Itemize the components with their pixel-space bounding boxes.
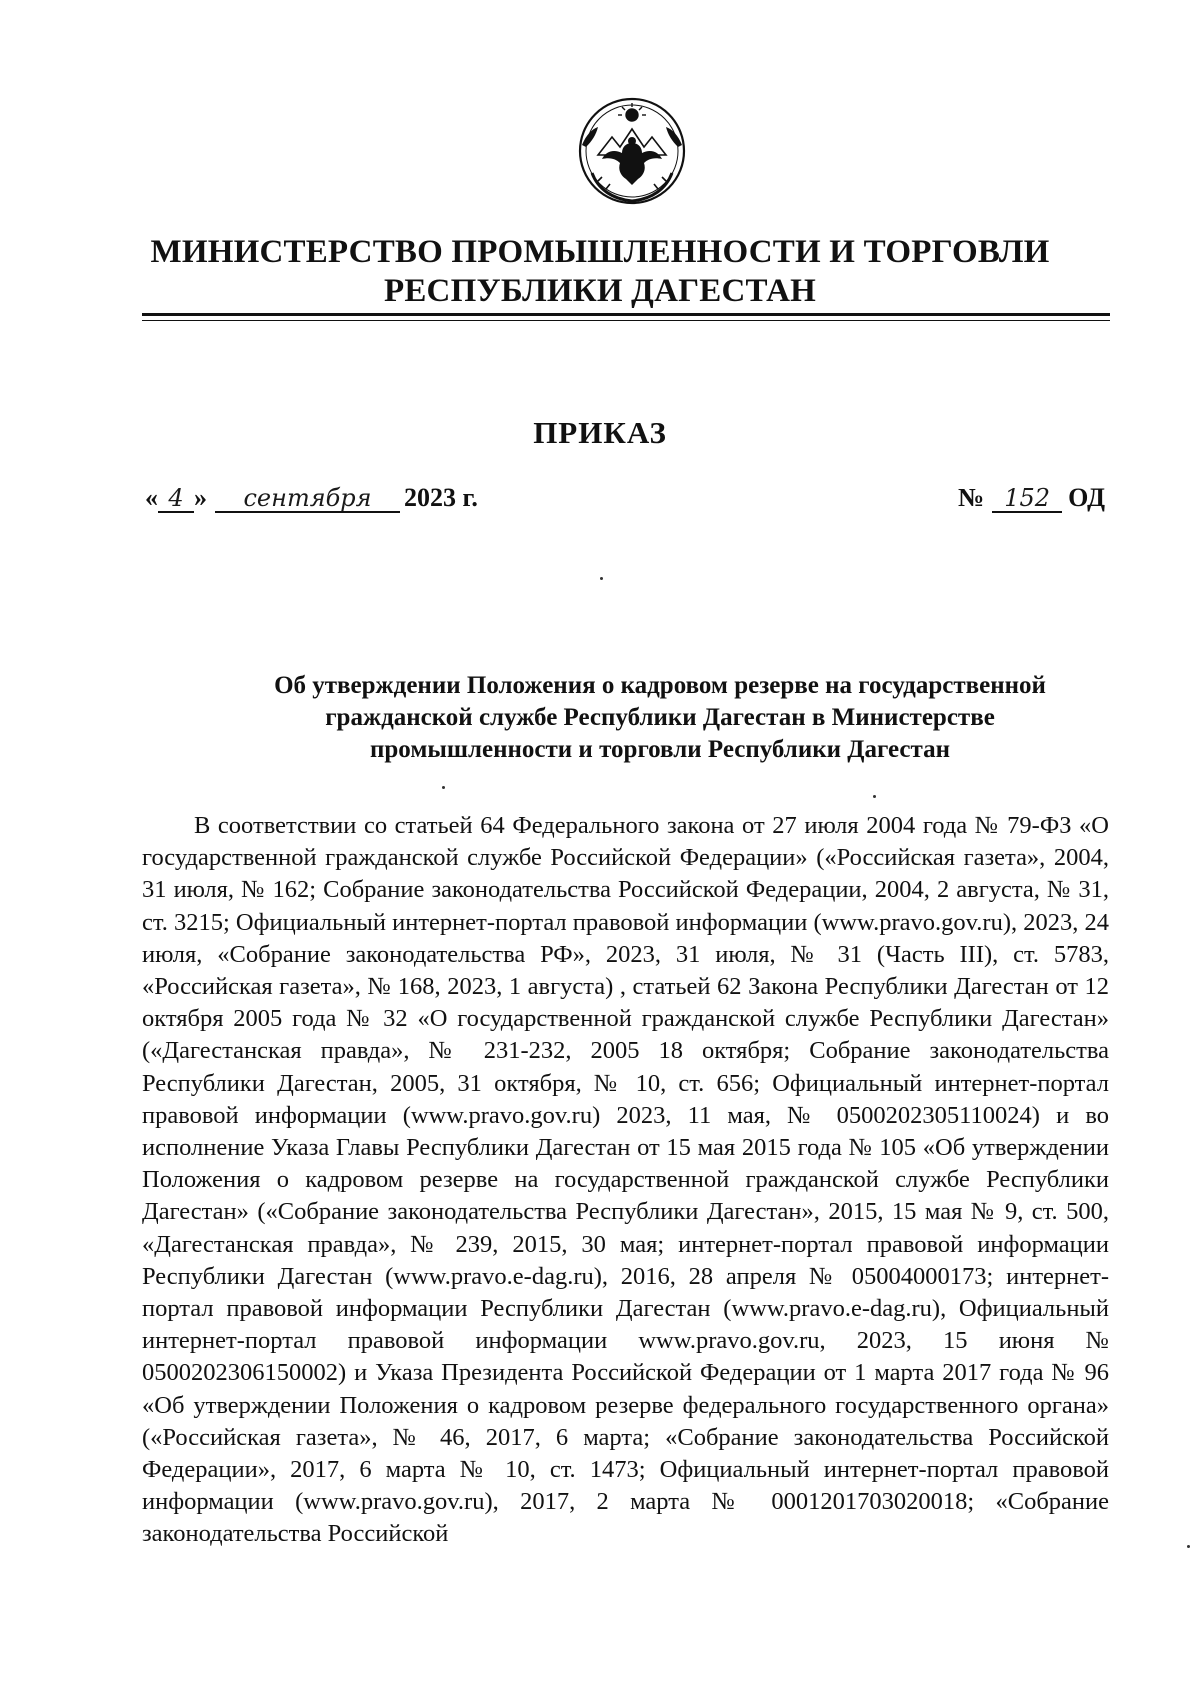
ministry-name-line2: РЕСПУБЛИКИ ДАГЕСТАН (383, 273, 817, 309)
coat-of-arms-icon (568, 85, 696, 213)
header-rule-thin (142, 320, 1110, 321)
order-number-suffix: ОД (1068, 483, 1105, 512)
ministry-name (0, 233, 1200, 311)
scan-speck (442, 786, 445, 789)
subject-line1: Об утверждении Положения о кадровом резерве на государственной (274, 672, 1046, 699)
order-title: ПРИКАЗ (533, 415, 667, 450)
order-number-prefix: № (958, 483, 985, 512)
ministry-name-line1: МИНИСТЕРСТВО ПРОМЫШЛЕННОСТИ И ТОРГОВЛИ (150, 234, 1050, 270)
scan-speck (873, 795, 876, 798)
date-quote-open: « (145, 483, 158, 512)
scan-speck (1187, 1545, 1190, 1548)
body-paragraph: В соответствии со статьей 64 Федерального закона от 27 июля 2004 года № 79-ФЗ «О государственной гражданской службе Российской Федерации» («Российская газета», 2004, 31 июля, № 162; Собрание законодательства Российской Федерации, 2004, 2 августа, № 31, ст. 3215; Официальный интернет-портал правовой информации (www.pravo.gov.ru), 2023, 24 июля, «Собрание законодательства РФ», 2023, 31 июля, № 31 (Часть III), ст. 5783, «Российская газета», № 168, 2023, 1 августа) , статьей 62 Закона Республики Дагестан от 12 октября 2005 года № 32 «О государственной гражданской службе Республики Дагестан» («Дагестанская правда», № 231-232, 2005 18 октября; Собрание законодательства Республики Дагестан, 2005, 31 октября, № 10, ст. 656; Официальный интернет-портал правовой информации (www.pravo.gov.ru) 2023, 11 мая, № 0500202305110024) и во исполнение Указа Главы Республики Дагестан от 15 мая 2015 года № 105 «Об утверждении Положения о кадровом резерве на государственной гражданской службе Республики Дагестан» («Собрание законодательства Республики Дагестан», 2015, 15 мая № 9, ст. 500, «Дагестанская правда», № 239, 2015, 30 мая; интернет-портал правовой информации Республики Дагестан (www.pravo.e-dag.ru), 2016, 28 апреля № 05004000173; интернет-портал правовой информации Республики Дагестан (www.pravo.e-dag.ru), Официальный интернет-портал правовой информации www.pravo.gov.ru, 2023, 15 июня № 0500202306150002) и Указа Президента Российской Федерации от 1 марта 2017 года № 96 «Об утверждении Положения о кадровом резерве федерального государственного органа» («Российская газета», № 46, 2017, 6 марта; «Собрание законодательства Российской Федерации», 2017, 6 марта № 10, ст. 1473; Официальный интернет-портал правовой информации (www.pravo.gov.ru), 2017, 2 марта № 0001201703020018; «Собрание законодательства Российской (142, 812, 1109, 1548)
date-day-handwritten: 4 (158, 485, 194, 513)
scan-speck (600, 577, 603, 580)
date-year: 2023 г. (404, 483, 478, 512)
date-month-handwritten: сентября (215, 485, 400, 513)
order-subject (200, 670, 1120, 766)
subject-line2: гражданской службе Республики Дагестан в Министерстве (325, 704, 995, 731)
header-rule-thick (142, 313, 1110, 316)
order-number (958, 483, 1105, 513)
order-date (145, 483, 478, 513)
date-quote-close: » (194, 483, 207, 512)
subject-line3: промышленности и торговли Республики Дагестан (369, 736, 950, 763)
order-number-handwritten: 152 (992, 485, 1062, 513)
